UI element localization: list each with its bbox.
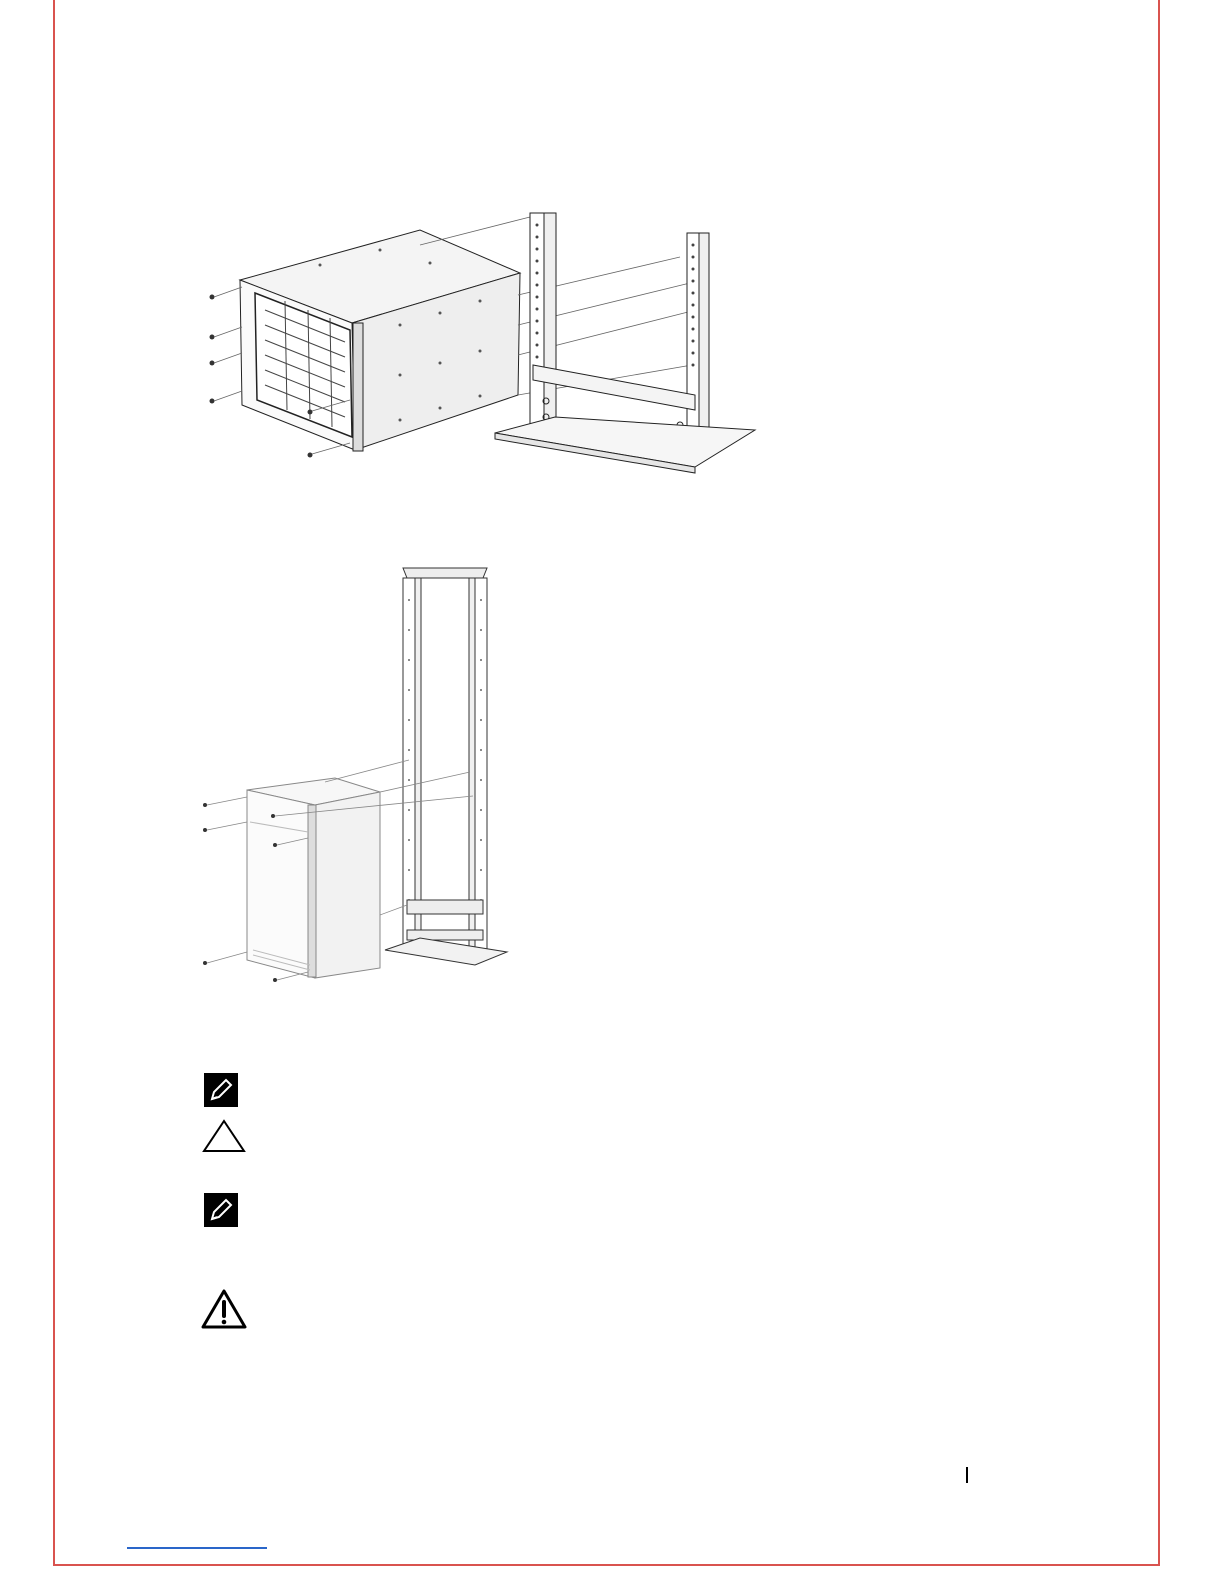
pencil-note-icon [204,1073,238,1112]
exclamation-warning-icon [200,1288,248,1335]
figure-tall-chassis-rack [195,560,515,990]
footer-link-underline[interactable] [127,1547,267,1549]
pencil-note-icon [204,1193,238,1232]
page-number-mark [966,1467,968,1483]
figure-chassis-two-post-rack [200,205,760,480]
triangle-caution-icon [201,1118,247,1159]
